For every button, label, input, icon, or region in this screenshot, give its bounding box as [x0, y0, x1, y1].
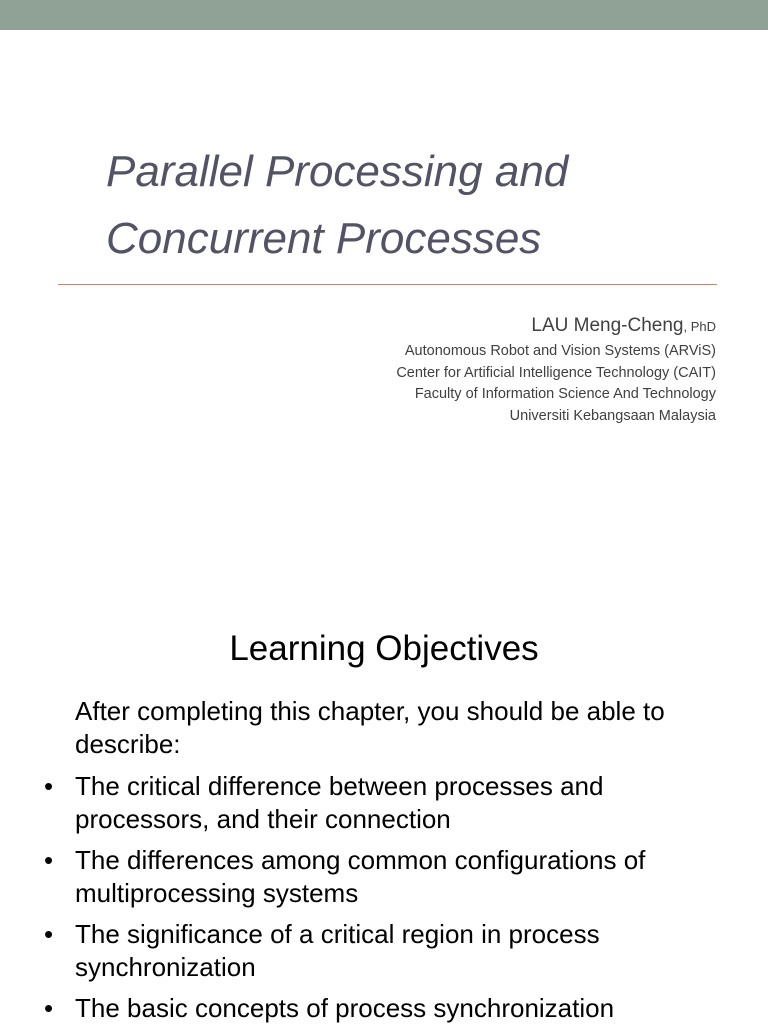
slide-title-line-1: Parallel Processing and — [106, 147, 569, 196]
slide-separator — [0, 578, 768, 600]
bullet-icon: • — [44, 771, 54, 801]
objective-text: The significance of a critical region in process synchronization — [75, 919, 600, 982]
affiliation-faculty: Faculty of Information Science And Technology — [414, 386, 716, 402]
list-item — [0, 992, 715, 1024]
title-divider — [58, 284, 717, 285]
list-item — [0, 918, 715, 984]
affiliation-center: Center for Artificial Intelligence Technology (CAIT) — [396, 364, 716, 381]
objectives-slide — [0, 600, 768, 1024]
affiliation-university: Universiti Kebangsaan Malaysia — [509, 407, 716, 424]
objectives-list — [0, 770, 768, 1024]
slide-title-line-2: Concurrent Processes — [106, 214, 542, 263]
objective-text: The basic concepts of process synchronization — [75, 993, 615, 1023]
author-line — [296, 312, 716, 341]
bullet-icon: • — [44, 845, 54, 875]
bullet-icon: • — [44, 919, 54, 949]
objective-text: The differences among common configurations of multiprocessing systems — [75, 845, 646, 908]
bullet-icon: • — [44, 993, 54, 1023]
objective-text: The critical difference between processes and processors, and their connection — [75, 771, 604, 834]
slide-top-bar — [0, 0, 768, 30]
author-degree: , PhD — [683, 319, 716, 334]
author-block — [296, 312, 716, 427]
slide-title — [106, 138, 726, 272]
author-name: LAU Meng-Cheng — [531, 315, 684, 336]
objectives-heading: Learning Objectives — [229, 629, 539, 668]
list-item — [0, 770, 715, 836]
objectives-intro: After completing this chapter, you should be able to describe: — [75, 696, 665, 759]
affiliation-lab: Autonomous Robot and Vision Systems (ARViS) — [404, 343, 716, 359]
list-item — [0, 844, 715, 910]
